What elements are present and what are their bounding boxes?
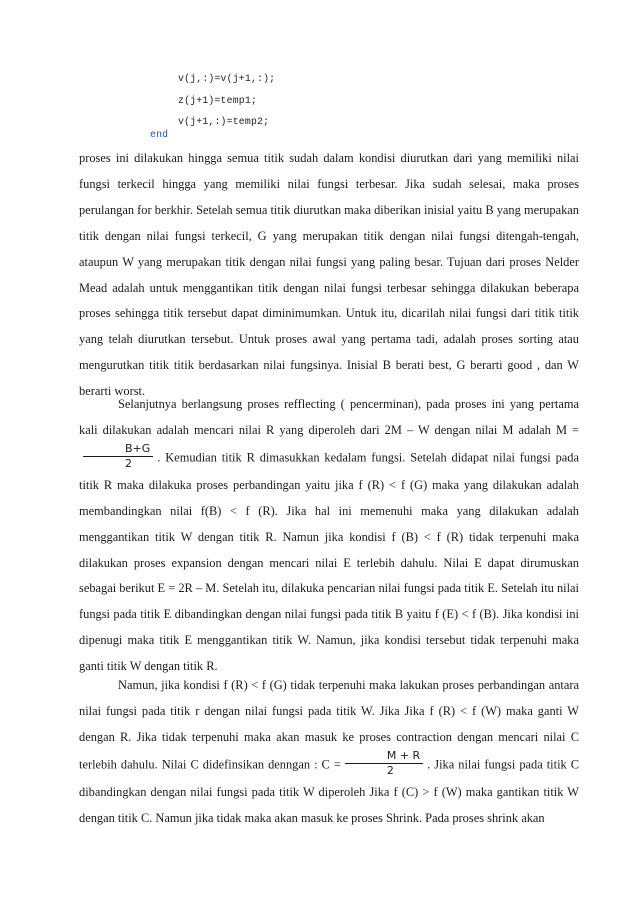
code-keyword-end: end [150, 129, 169, 140]
paragraph-contraction [79, 673, 579, 832]
formula-c [345, 749, 423, 778]
code-line: v(j,:)=v(j+1,:); [178, 73, 276, 84]
reflection-rest: . Kemudian titik R dimasukkan kedalam fungsi. Setelah didapat nilai fungsi pada titik R maka dilakuka proses perbandingan yaitu jika f (R) < f (G) maka yang dilakukan adalah membandingkan nilai f(B) < f (R). Jika hal ini memenuhi maka yang dilakukan adalah menggantikan titik W dengan titik R. Namun jika kondisi f (B) < f (R) tidak terpenuhi maka dilakukan proses expansion dengan mencari nilai E terlebih dahulu. Nilai E dapat dirumuskan sebagai berikut E = 2R – M. Setelah itu, dilakuka pencarian nilai fungsi pada titik E. Setelah itu nilai fungsi pada titik E dibandingkan dengan nilai fungsi pada titik B yaitu f (E) < f (B). Jika kondisi ini dipenugi maka titik E menggantikan titik W. Namun, jika kondisi tersebut tidak terpenuhi maka ganti titik W dengan titik R. [79, 450, 579, 674]
code-line: v(j+1,:)=temp2; [178, 116, 270, 127]
formula-m-denominator: 2 [125, 456, 132, 470]
contraction-intro: Namun, jika kondisi f (R) < f (G) tidak terpenuhi maka lakukan proses perbandingan antara nilai fungsi pada titik r dengan nilai fungsi pada titik W. Jika Jika f (R) < f (W) maka ganti W dengan R. Jika tidak terpenuhi maka akan masuk ke proses contraction dengan mencari nilai C terlebih dahulu. Nilai C didefinsikan denngan : C = [79, 678, 579, 772]
paragraph-sorting: proses ini dilakukan hingga semua titik sudah dalam kondisi diurutkan dari yang memiliki nilai fungsi terkecil hingga yang memiliki nilai fungsi terbesar. Jika sudah selesai, maka proses perulangan for berkhir. Setelah semua titik diurutkan maka diberikan inisial yaitu B yang merupakan titik dengan nilai fungsi terkecil, G yang merupakan titik dengan nilai fungsi ditengah-tengah, ataupun W yang merupakan titik dengan nilai fungsi yang paling besar. Tujuan dari proses Nelder Mead adalah untuk menggantikan titik dengan nilai fungsi terbesar sehingga dilakukan beberapa proses sehingga titik tersebut dapat diminimumkan. Untuk itu, dicarilah nilai fungsi dari titik titik yang telah diurutkan tersebut. Untuk proses awal yang pertama tadi, adalah proses sorting atau mengurutkan titik titik berdasarkan nilai fungsinya. Inisial B berati best, G berarti good , dan W berarti worst. [79, 151, 579, 399]
m-label: M = [555, 422, 580, 437]
formula-c-numerator: M + R [345, 749, 423, 764]
body-text-contraction [79, 673, 579, 832]
body-text-reflection [79, 392, 579, 680]
body-text [79, 146, 579, 405]
formula-m [83, 442, 153, 471]
reflection-intro: Selanjutnya berlangsung proses refflecting ( pencerminan), pada proses ini yang pertama kali dilakukan adalah mencari nilai R yang diperoleh dari 2M – W dengan nilai M adalah [79, 397, 579, 437]
formula-c-denominator: 2 [386, 763, 394, 777]
contraction-rest: . Jika nilai fungsi pada titik C dibandingkan dengan nilai fungsi pada titik W diperoleh Jika f (C) > f (W) maka gantikan titik W dengan titik C. Namun jika tidak maka akan masuk ke proses Shrink. Pada proses shrink akan [79, 757, 579, 825]
paragraph-reflection [79, 392, 579, 680]
formula-m-numerator: B+G [83, 442, 153, 457]
code-line: z(j+1)=temp1; [178, 95, 258, 106]
